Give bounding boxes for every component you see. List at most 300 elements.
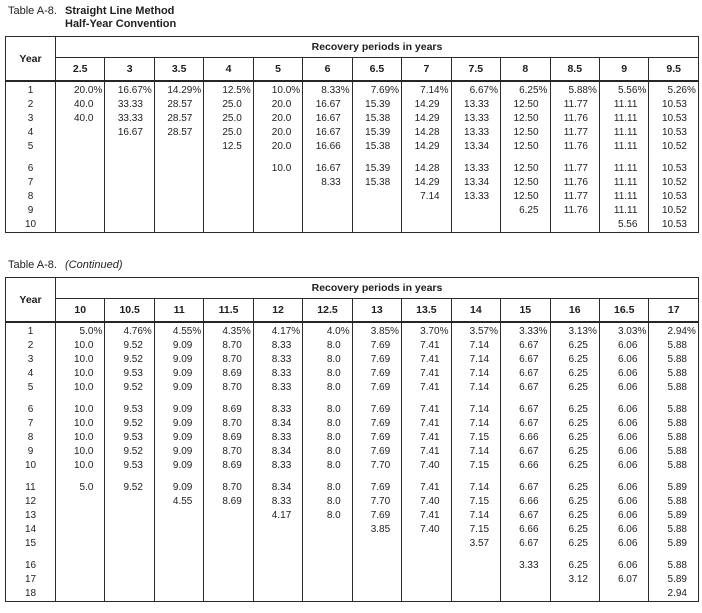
rate-cell-y11-p15: 6.67 <box>501 481 550 495</box>
rate-cell-y12-p10 <box>56 495 105 509</box>
rate-cell-y2-p9: 11.11 <box>599 98 648 112</box>
rate-cell-y7-p4 <box>204 176 253 190</box>
spacer-cell <box>402 551 451 559</box>
rate-cell-y12-p13: 7.70 <box>352 495 401 509</box>
spacer-cell <box>550 154 599 162</box>
rate-cell-y4-p16.5: 6.06 <box>599 367 648 381</box>
rate-cell-y8-p5 <box>253 190 302 204</box>
year-cell: 11 <box>6 481 56 495</box>
rate-cell-y7-p13: 7.69 <box>352 417 401 431</box>
rate-cell-y1-p4: 12.5% <box>204 81 253 98</box>
rate-cell-y17-p11 <box>154 573 203 587</box>
rate-cell-y9-p2.5 <box>56 204 105 218</box>
rate-cell-y6-p12: 8.33 <box>253 403 302 417</box>
rate-cell-y9-p12.5: 8.0 <box>303 445 352 459</box>
rate-cell-y9-p15: 6.67 <box>501 445 550 459</box>
rate-cell-y10-p8 <box>501 218 550 233</box>
rate-cell-y4-p3: 16.67 <box>105 126 154 140</box>
rate-cell-y9-p16.5: 6.06 <box>599 445 648 459</box>
year-row-12 <box>6 495 699 509</box>
rate-cell-y4-p4: 25.0 <box>204 126 253 140</box>
rate-cell-y6-p7.5: 13.33 <box>451 162 500 176</box>
rate-cell-y9-p5 <box>253 204 302 218</box>
rate-cell-y4-p10: 10.0 <box>56 367 105 381</box>
spacer-cell <box>550 473 599 481</box>
rate-cell-y5-p3.5 <box>154 140 203 154</box>
rate-cell-y3-p6.5: 15.38 <box>352 112 401 126</box>
period-header-8: 8 <box>501 58 550 82</box>
rate-cell-y2-p11.5: 8.70 <box>204 339 253 353</box>
rate-cell-y14-p16.5: 6.06 <box>599 523 648 537</box>
year-cell: 3 <box>6 112 56 126</box>
rate-cell-y11-p10.5: 9.52 <box>105 481 154 495</box>
year-cell: 10 <box>6 218 56 233</box>
rate-cell-y8-p10: 10.0 <box>56 431 105 445</box>
rate-cell-y8-p8.5: 11.77 <box>550 190 599 204</box>
rate-cell-y17-p16: 3.12 <box>550 573 599 587</box>
recovery-periods-header: Recovery periods in years <box>56 278 699 299</box>
spacer-cell <box>204 551 253 559</box>
rate-cell-y12-p12: 8.33 <box>253 495 302 509</box>
rate-cell-y11-p13: 7.69 <box>352 481 401 495</box>
header-row-span <box>6 37 699 58</box>
rate-cell-y12-p10.5 <box>105 495 154 509</box>
table2-caption-continued: (Continued) <box>65 259 123 271</box>
spacer-cell <box>6 395 56 403</box>
rate-cell-y9-p6.5 <box>352 204 401 218</box>
rate-cell-y9-p12: 8.34 <box>253 445 302 459</box>
spacer-cell <box>6 473 56 481</box>
spacer-cell <box>56 395 105 403</box>
period-header-11.5: 11.5 <box>204 299 253 323</box>
year-row-3 <box>6 112 699 126</box>
period-header-16: 16 <box>550 299 599 323</box>
rate-cell-y9-p9.5: 10.52 <box>649 204 699 218</box>
rate-cell-y2-p7: 14.29 <box>402 98 451 112</box>
rate-cell-y1-p3.5: 14.29% <box>154 81 203 98</box>
rate-cell-y3-p9: 11.11 <box>599 112 648 126</box>
rate-cell-y8-p9.5: 10.53 <box>649 190 699 204</box>
rate-cell-y1-p8: 6.25% <box>501 81 550 98</box>
group-spacer-row <box>6 551 699 559</box>
year-row-9 <box>6 204 699 218</box>
rate-cell-y13-p10.5 <box>105 509 154 523</box>
group-spacer-row <box>6 154 699 162</box>
spacer-cell <box>599 551 648 559</box>
rate-cell-y2-p16.5: 6.06 <box>599 339 648 353</box>
rate-cell-y12-p16.5: 6.06 <box>599 495 648 509</box>
rate-cell-y2-p6.5: 15.39 <box>352 98 401 112</box>
rate-cell-y6-p2.5 <box>56 162 105 176</box>
period-header-16.5: 16.5 <box>599 299 648 323</box>
rate-cell-y2-p7.5: 13.33 <box>451 98 500 112</box>
rate-cell-y10-p10: 10.0 <box>56 459 105 473</box>
rate-cell-y14-p16: 6.25 <box>550 523 599 537</box>
rate-cell-y10-p4 <box>204 218 253 233</box>
period-header-14: 14 <box>451 299 500 323</box>
spacer-cell <box>649 473 699 481</box>
year-cell: 18 <box>6 587 56 602</box>
rate-cell-y3-p16.5: 6.06 <box>599 353 648 367</box>
rate-cell-y10-p12.5: 8.0 <box>303 459 352 473</box>
rate-cell-y8-p15: 6.66 <box>501 431 550 445</box>
rate-cell-y3-p13.5: 7.41 <box>402 353 451 367</box>
rate-cell-y8-p13: 7.69 <box>352 431 401 445</box>
year-cell: 6 <box>6 403 56 417</box>
rate-cell-y8-p6.5 <box>352 190 401 204</box>
rate-cell-y17-p14 <box>451 573 500 587</box>
spacer-cell <box>649 551 699 559</box>
year-row-8 <box>6 190 699 204</box>
rate-cell-y3-p16: 6.25 <box>550 353 599 367</box>
rate-cell-y6-p4 <box>204 162 253 176</box>
rate-cell-y8-p14: 7.15 <box>451 431 500 445</box>
rate-cell-y3-p7: 14.29 <box>402 112 451 126</box>
rate-cell-y1-p10.5: 4.76% <box>105 322 154 339</box>
rate-cell-y8-p16.5: 6.06 <box>599 431 648 445</box>
rate-cell-y4-p16: 6.25 <box>550 367 599 381</box>
rate-cell-y7-p14: 7.14 <box>451 417 500 431</box>
rate-cell-y1-p9: 5.56% <box>599 81 648 98</box>
rate-cell-y18-p14 <box>451 587 500 602</box>
rate-cell-y18-p13.5 <box>402 587 451 602</box>
rate-cell-y4-p7: 14.28 <box>402 126 451 140</box>
period-header-3: 3 <box>105 58 154 82</box>
rate-cell-y3-p4: 25.0 <box>204 112 253 126</box>
rate-cell-y17-p13 <box>352 573 401 587</box>
rate-cell-y18-p12 <box>253 587 302 602</box>
rate-cell-y9-p8.5: 11.76 <box>550 204 599 218</box>
rate-cell-y8-p6 <box>303 190 352 204</box>
year-row-7 <box>6 417 699 431</box>
rate-cell-y16-p10.5 <box>105 559 154 573</box>
rate-cell-y13-p13: 7.69 <box>352 509 401 523</box>
rate-cell-y5-p9: 11.11 <box>599 140 648 154</box>
spacer-cell <box>204 473 253 481</box>
rate-cell-y10-p13.5: 7.40 <box>402 459 451 473</box>
recovery-periods-header: Recovery periods in years <box>56 37 699 58</box>
rate-cell-y18-p12.5 <box>303 587 352 602</box>
rate-cell-y6-p10.5: 9.53 <box>105 403 154 417</box>
rate-cell-y16-p15: 3.33 <box>501 559 550 573</box>
rate-cell-y11-p10: 5.0 <box>56 481 105 495</box>
rate-cell-y2-p4: 25.0 <box>204 98 253 112</box>
rate-cell-y16-p13.5 <box>402 559 451 573</box>
rate-cell-y1-p7.5: 6.67% <box>451 81 500 98</box>
period-header-11: 11 <box>154 299 203 323</box>
rate-cell-y5-p12.5: 8.0 <box>303 381 352 395</box>
period-header-7: 7 <box>402 58 451 82</box>
rate-cell-y8-p10.5: 9.53 <box>105 431 154 445</box>
rate-cell-y10-p14: 7.15 <box>451 459 500 473</box>
rate-cell-y4-p12.5: 8.0 <box>303 367 352 381</box>
period-header-2.5: 2.5 <box>56 58 105 82</box>
year-cell: 17 <box>6 573 56 587</box>
year-row-9 <box>6 445 699 459</box>
rate-cell-y5-p8.5: 11.76 <box>550 140 599 154</box>
rate-cell-y9-p6 <box>303 204 352 218</box>
rate-cell-y7-p11: 9.09 <box>154 417 203 431</box>
rate-cell-y3-p12.5: 8.0 <box>303 353 352 367</box>
year-cell: 3 <box>6 353 56 367</box>
period-header-10: 10 <box>56 299 105 323</box>
rate-cell-y12-p16: 6.25 <box>550 495 599 509</box>
rate-cell-y14-p12.5 <box>303 523 352 537</box>
rate-cell-y2-p5: 20.0 <box>253 98 302 112</box>
rate-cell-y17-p17: 5.89 <box>649 573 699 587</box>
year-column-header: Year <box>6 278 56 323</box>
rate-cell-y14-p10 <box>56 523 105 537</box>
rate-cell-y1-p2.5: 20.0% <box>56 81 105 98</box>
rate-cell-y10-p3.5 <box>154 218 203 233</box>
year-row-1 <box>6 81 699 98</box>
rate-cell-y1-p11: 4.55% <box>154 322 203 339</box>
rate-cell-y15-p12.5 <box>303 537 352 551</box>
rate-cell-y17-p12.5 <box>303 573 352 587</box>
rate-cell-y4-p11: 9.09 <box>154 367 203 381</box>
spacer-cell <box>6 154 56 162</box>
table1-caption-text <box>65 5 176 31</box>
year-row-2 <box>6 339 699 353</box>
year-cell: 1 <box>6 322 56 339</box>
rate-cell-y14-p11 <box>154 523 203 537</box>
rate-cell-y12-p12.5: 8.0 <box>303 495 352 509</box>
rate-cell-y11-p14: 7.14 <box>451 481 500 495</box>
rate-cell-y10-p11: 9.09 <box>154 459 203 473</box>
rate-cell-y7-p16.5: 6.06 <box>599 417 648 431</box>
rate-cell-y2-p14: 7.14 <box>451 339 500 353</box>
spacer-cell <box>105 551 154 559</box>
rate-cell-y10-p17: 5.88 <box>649 459 699 473</box>
rate-cell-y13-p10 <box>56 509 105 523</box>
rate-cell-y6-p13.5: 7.41 <box>402 403 451 417</box>
rate-cell-y4-p8.5: 11.77 <box>550 126 599 140</box>
spacer-cell <box>6 551 56 559</box>
rate-cell-y2-p12: 8.33 <box>253 339 302 353</box>
rate-cell-y10-p7.5 <box>451 218 500 233</box>
spacer-cell <box>649 395 699 403</box>
rate-cell-y4-p15: 6.67 <box>501 367 550 381</box>
rate-cell-y10-p16.5: 6.06 <box>599 459 648 473</box>
rate-cell-y17-p10.5 <box>105 573 154 587</box>
spacer-cell <box>154 395 203 403</box>
rate-cell-y11-p12.5: 8.0 <box>303 481 352 495</box>
spacer-cell <box>599 395 648 403</box>
rate-cell-y11-p13.5: 7.41 <box>402 481 451 495</box>
period-header-8.5: 8.5 <box>550 58 599 82</box>
rate-cell-y8-p7: 7.14 <box>402 190 451 204</box>
rate-cell-y5-p6: 16.66 <box>303 140 352 154</box>
year-row-13 <box>6 509 699 523</box>
rate-cell-y9-p10.5: 9.52 <box>105 445 154 459</box>
year-row-8 <box>6 431 699 445</box>
rate-cell-y11-p17: 5.89 <box>649 481 699 495</box>
rate-cell-y1-p7: 7.14% <box>402 81 451 98</box>
rate-cell-y8-p4 <box>204 190 253 204</box>
rate-cell-y2-p15: 6.67 <box>501 339 550 353</box>
rate-cell-y13-p15: 6.67 <box>501 509 550 523</box>
rate-cell-y9-p3.5 <box>154 204 203 218</box>
rate-cell-y4-p14: 7.14 <box>451 367 500 381</box>
rate-cell-y9-p17: 5.88 <box>649 445 699 459</box>
rate-cell-y10-p15: 6.66 <box>501 459 550 473</box>
rate-cell-y10-p3 <box>105 218 154 233</box>
rate-cell-y18-p16.5 <box>599 587 648 602</box>
rate-cell-y6-p8.5: 11.77 <box>550 162 599 176</box>
rate-cell-y2-p13.5: 7.41 <box>402 339 451 353</box>
rate-cell-y5-p11.5: 8.70 <box>204 381 253 395</box>
rate-cell-y7-p9.5: 10.52 <box>649 176 699 190</box>
year-row-7 <box>6 176 699 190</box>
period-header-7.5: 7.5 <box>451 58 500 82</box>
rate-cell-y10-p9: 5.56 <box>599 218 648 233</box>
rate-cell-y4-p9: 11.11 <box>599 126 648 140</box>
rate-cell-y14-p13.5: 7.40 <box>402 523 451 537</box>
rate-cell-y7-p7.5: 13.34 <box>451 176 500 190</box>
rate-cell-y9-p11.5: 8.70 <box>204 445 253 459</box>
rate-cell-y9-p10: 10.0 <box>56 445 105 459</box>
rate-cell-y6-p5: 10.0 <box>253 162 302 176</box>
period-header-5: 5 <box>253 58 302 82</box>
rate-cell-y1-p13: 3.85% <box>352 322 401 339</box>
year-cell: 5 <box>6 140 56 154</box>
rate-cell-y7-p11.5: 8.70 <box>204 417 253 431</box>
rate-cell-y1-p12: 4.17% <box>253 322 302 339</box>
rate-cell-y1-p13.5: 3.70% <box>402 322 451 339</box>
rate-cell-y7-p3 <box>105 176 154 190</box>
year-row-10 <box>6 218 699 233</box>
rate-cell-y14-p15: 6.66 <box>501 523 550 537</box>
period-header-3.5: 3.5 <box>154 58 203 82</box>
rate-cell-y7-p16: 6.25 <box>550 417 599 431</box>
rate-cell-y5-p7.5: 13.34 <box>451 140 500 154</box>
spacer-cell <box>303 473 352 481</box>
rate-cell-y6-p9.5: 10.53 <box>649 162 699 176</box>
rate-cell-y6-p17: 5.88 <box>649 403 699 417</box>
rate-cell-y9-p9: 11.11 <box>599 204 648 218</box>
rate-cell-y8-p11.5: 8.69 <box>204 431 253 445</box>
spacer-cell <box>451 473 500 481</box>
spacer-cell <box>550 395 599 403</box>
table2-caption-label: Table A-8. <box>8 259 57 271</box>
rate-cell-y3-p9.5: 10.53 <box>649 112 699 126</box>
spacer-cell <box>352 395 401 403</box>
rate-cell-y11-p11: 9.09 <box>154 481 203 495</box>
rate-cell-y16-p16: 6.25 <box>550 559 599 573</box>
period-header-13.5: 13.5 <box>402 299 451 323</box>
rate-cell-y9-p4 <box>204 204 253 218</box>
period-header-6: 6 <box>303 58 352 82</box>
rate-cell-y9-p8: 6.25 <box>501 204 550 218</box>
year-row-18 <box>6 587 699 602</box>
rate-cell-y14-p11.5 <box>204 523 253 537</box>
spacer-cell <box>253 154 302 162</box>
spacer-cell <box>303 395 352 403</box>
spacer-cell <box>253 551 302 559</box>
year-cell: 5 <box>6 381 56 395</box>
rate-cell-y1-p12.5: 4.0% <box>303 322 352 339</box>
rate-cell-y5-p17: 5.88 <box>649 381 699 395</box>
spacer-cell <box>501 395 550 403</box>
rate-cell-y10-p5 <box>253 218 302 233</box>
rate-cell-y13-p12.5: 8.0 <box>303 509 352 523</box>
spacer-cell <box>352 551 401 559</box>
rate-cell-y1-p16: 3.13% <box>550 322 599 339</box>
rate-cell-y12-p11: 4.55 <box>154 495 203 509</box>
rate-cell-y7-p10: 10.0 <box>56 417 105 431</box>
rate-cell-y13-p14: 7.14 <box>451 509 500 523</box>
rate-cell-y6-p6: 16.67 <box>303 162 352 176</box>
rate-cell-y16-p10 <box>56 559 105 573</box>
rate-cell-y12-p13.5: 7.40 <box>402 495 451 509</box>
rate-cell-y1-p9.5: 5.26% <box>649 81 699 98</box>
rate-cell-y11-p11.5: 8.70 <box>204 481 253 495</box>
spacer-cell <box>154 154 203 162</box>
rate-cell-y13-p11 <box>154 509 203 523</box>
header-row-periods <box>6 58 699 82</box>
rate-cell-y7-p8.5: 11.76 <box>550 176 599 190</box>
rate-cell-y4-p3.5: 28.57 <box>154 126 203 140</box>
spacer-cell <box>105 154 154 162</box>
rate-cell-y5-p5: 20.0 <box>253 140 302 154</box>
period-header-4: 4 <box>204 58 253 82</box>
rate-cell-y8-p2.5 <box>56 190 105 204</box>
rate-cell-y6-p6.5: 15.39 <box>352 162 401 176</box>
rate-cell-y6-p10: 10.0 <box>56 403 105 417</box>
period-header-9: 9 <box>599 58 648 82</box>
year-row-1 <box>6 322 699 339</box>
rate-cell-y5-p8: 12.50 <box>501 140 550 154</box>
rate-cell-y18-p15 <box>501 587 550 602</box>
rate-cell-y10-p7 <box>402 218 451 233</box>
year-cell: 7 <box>6 176 56 190</box>
rate-cell-y17-p15 <box>501 573 550 587</box>
rate-cell-y1-p17: 2.94% <box>649 322 699 339</box>
rate-cell-y2-p3: 33.33 <box>105 98 154 112</box>
rate-cell-y5-p10: 10.0 <box>56 381 105 395</box>
rate-cell-y15-p13.5 <box>402 537 451 551</box>
rate-cell-y2-p10: 10.0 <box>56 339 105 353</box>
rate-cell-y2-p17: 5.88 <box>649 339 699 353</box>
year-row-10 <box>6 459 699 473</box>
rate-cell-y4-p17: 5.88 <box>649 367 699 381</box>
year-row-5 <box>6 140 699 154</box>
rate-cell-y6-p9: 11.11 <box>599 162 648 176</box>
rate-cell-y13-p16.5: 6.06 <box>599 509 648 523</box>
rate-cell-y6-p15: 6.67 <box>501 403 550 417</box>
year-cell: 6 <box>6 162 56 176</box>
rate-cell-y16-p14 <box>451 559 500 573</box>
period-header-9.5: 9.5 <box>649 58 699 82</box>
rate-cell-y9-p16: 6.25 <box>550 445 599 459</box>
rate-cell-y5-p16.5: 6.06 <box>599 381 648 395</box>
rate-cell-y3-p14: 7.14 <box>451 353 500 367</box>
rate-cell-y16-p17: 5.88 <box>649 559 699 573</box>
rate-cell-y2-p16: 6.25 <box>550 339 599 353</box>
depreciation-table-part1 <box>5 36 699 233</box>
rate-cell-y10-p9.5: 10.53 <box>649 218 699 233</box>
spacer-cell <box>451 551 500 559</box>
rate-cell-y5-p9.5: 10.52 <box>649 140 699 154</box>
rate-cell-y6-p14: 7.14 <box>451 403 500 417</box>
rate-cell-y10-p10.5: 9.53 <box>105 459 154 473</box>
rate-cell-y6-p8: 12.50 <box>501 162 550 176</box>
year-row-5 <box>6 381 699 395</box>
rate-cell-y6-p3 <box>105 162 154 176</box>
rate-cell-y8-p9: 11.11 <box>599 190 648 204</box>
rate-cell-y3-p3: 33.33 <box>105 112 154 126</box>
rate-cell-y5-p15: 6.67 <box>501 381 550 395</box>
